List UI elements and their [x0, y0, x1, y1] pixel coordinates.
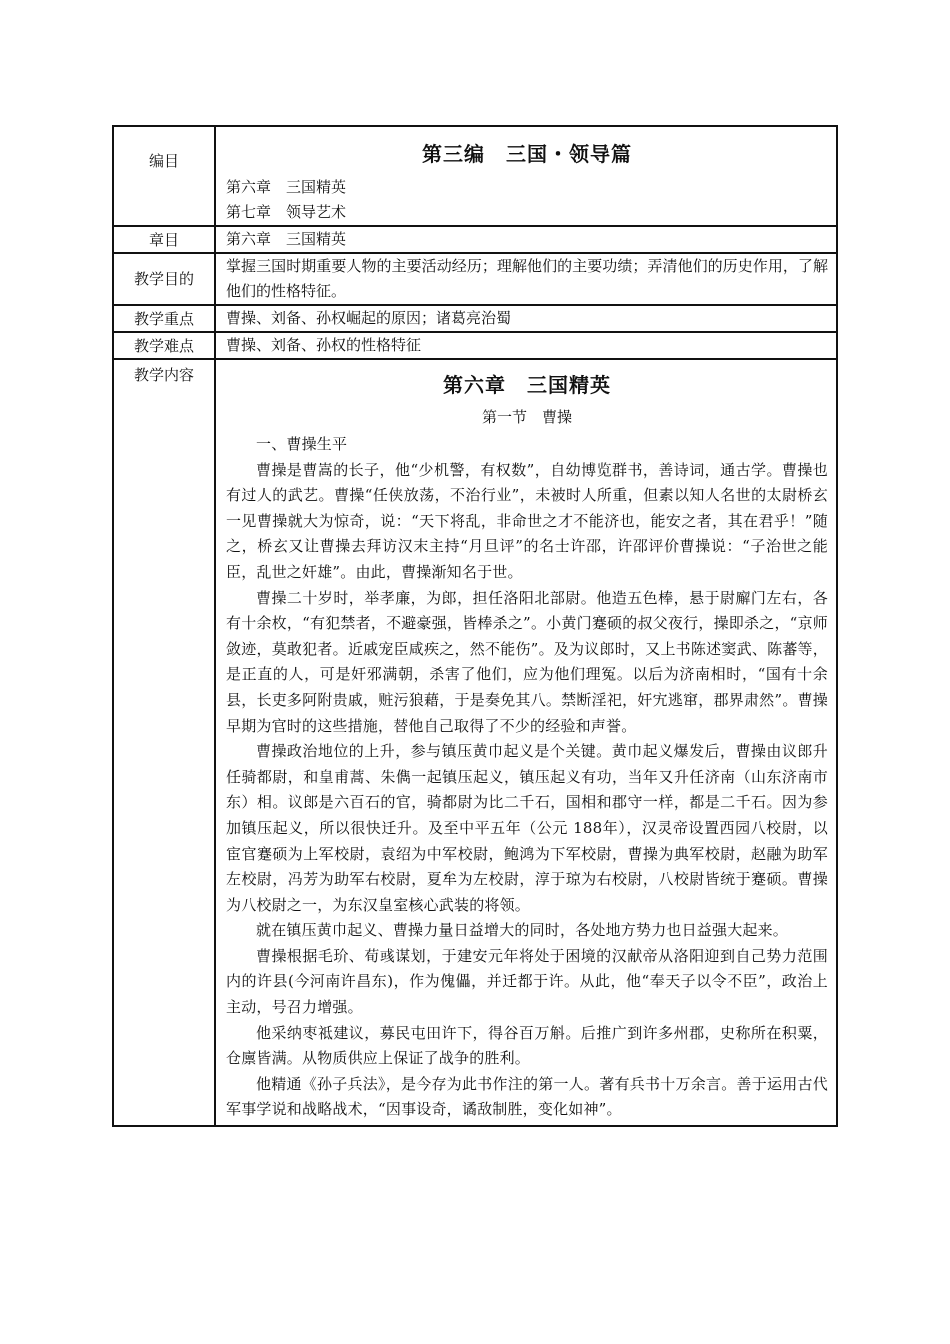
mudi-label: 教学目的	[113, 253, 215, 305]
paragraph: 曹操根据毛玠、荀彧谋划，于建安元年将处于困境的汉献帝从洛阳迎到自己势力范围内的许县(今河南许昌东)，作为傀儡，并迁都于许。从此，他“奉天子以令不臣”，政治上主动，号召力增强。	[226, 946, 828, 1017]
chapter-title: 第六章 三国精英	[443, 373, 611, 397]
nandian-row	[113, 332, 837, 359]
zhangmu-row	[113, 226, 837, 253]
paragraph: 曹操是曹嵩的长子，他“少机警，有权数”，自幼博览群书，善诗词，通古学。曹操也有过人的武艺。曹操“任侠放荡，不治行业”，未被时人所重，但素以知人名世的太尉桥玄一见曹操就大为惊奇，说：“天下将乱，非命世之才不能济也，能安之者，其在君乎！”随之，桥玄又让曹操去拜访汉末主持“月旦评”的名士许邵，许邵评价曹操说：“子治世之能臣，乱世之奸雄”。由此，曹操渐知名于世。	[226, 460, 828, 581]
section-title: 第一节 曹操	[481, 408, 572, 426]
paragraph: 曹操二十岁时，举孝廉，为郎，担任洛阳北部尉。他造五色棒，悬于尉廨门左右，各有十余枚，“有犯禁者，不避豪强，皆棒杀之”。小黄门蹇硕的叔父夜行，操即杀之，“京师敛迹，莫敢犯者。近戚宠臣咸疾之，然不能伤”。及为议郎时，又上书陈述窦武、陈蕃等，是正直的人，可是奸邪满朝，杀害了他们，应为他们理冤。以后为济南相时，“国有十余县，长吏多阿附贵戚，赃污狼藉，于是奏免其八。禁断淫祀，奸宄逃窜，郡界肃然”。曹操早期为官时的这些措施，替他自己取得了不少的经验和声誉。	[226, 588, 828, 735]
paragraph: 曹操政治地位的上升，参与镇压黄巾起义是个关键。黄巾起义爆发后，曹操由议郎升任骑都尉，和皇甫蒿、朱儁一起镇压起义，镇压起义有功，当年又升任济南（山东济南市东）相。议郎是六百石的官，骑都尉为比二千石，国相和郡守一样，都是二千石。因为参加镇压起义，所以很快迁升。及至中平五年（公元 188年），汉灵帝设置西园八校尉，以宦官蹇硕为上军校尉，袁绍为中军校尉，鲍鸿为下军校尉，曹操为典军校尉，赵融为助军左校尉，冯芳为助军右校尉，夏牟为左校尉，淳于琼为右校尉，八校尉皆统于蹇硕。曹操为八校尉之一，为东汉皇室核心武装的将领。	[226, 742, 828, 914]
zhangmu-value: 第六章 三国精英	[215, 226, 837, 253]
nandian-label: 教学难点	[113, 332, 215, 359]
paragraph: 他精通《孙子兵法》，是今存为此书作注的第一人。著有兵书十万余言。善于运用古代军事学说和战略战术，“因事设奇，谲敌制胜，变化如神”。	[226, 1074, 828, 1119]
zhongdian-label: 教学重点	[113, 305, 215, 332]
nandian-value: 曹操、刘备、孙权的性格特征	[215, 332, 837, 359]
bianmu-cell	[215, 126, 837, 226]
neirong-cell	[215, 359, 837, 1126]
part-title: 第三编 三国・领导篇	[422, 142, 632, 166]
zhangmu-label: 章目	[113, 226, 215, 253]
chapter-list-item: 第七章 领导艺术	[226, 203, 347, 221]
subheading: 一、曹操生平	[256, 435, 348, 453]
chapter-list-item: 第六章 三国精英	[226, 178, 347, 196]
lesson-plan-table	[112, 125, 838, 1127]
neirong-label: 教学内容	[113, 359, 215, 1126]
paragraph: 就在镇压黄巾起义、曹操力量日益增大的同时，各处地方势力也日益强大起来。	[256, 921, 789, 940]
mudi-row	[113, 253, 837, 305]
bianmu-label: 编目	[113, 126, 215, 226]
neirong-row	[113, 359, 837, 1126]
zhongdian-row	[113, 305, 837, 332]
bianmu-row	[113, 126, 837, 226]
paragraph: 他采纳枣祗建议，募民屯田许下，得谷百万斛。后推广到许多州郡，史称所在积粟，仓廪皆满。从物质供应上保证了战争的胜利。	[226, 1023, 828, 1068]
zhongdian-value: 曹操、刘备、孙权崛起的原因；诸葛亮治蜀	[215, 305, 837, 332]
mudi-value: 掌握三国时期重要人物的主要活动经历；理解他们的主要功绩；弄清他们的历史作用，了解他们的性格特征。	[215, 253, 837, 305]
